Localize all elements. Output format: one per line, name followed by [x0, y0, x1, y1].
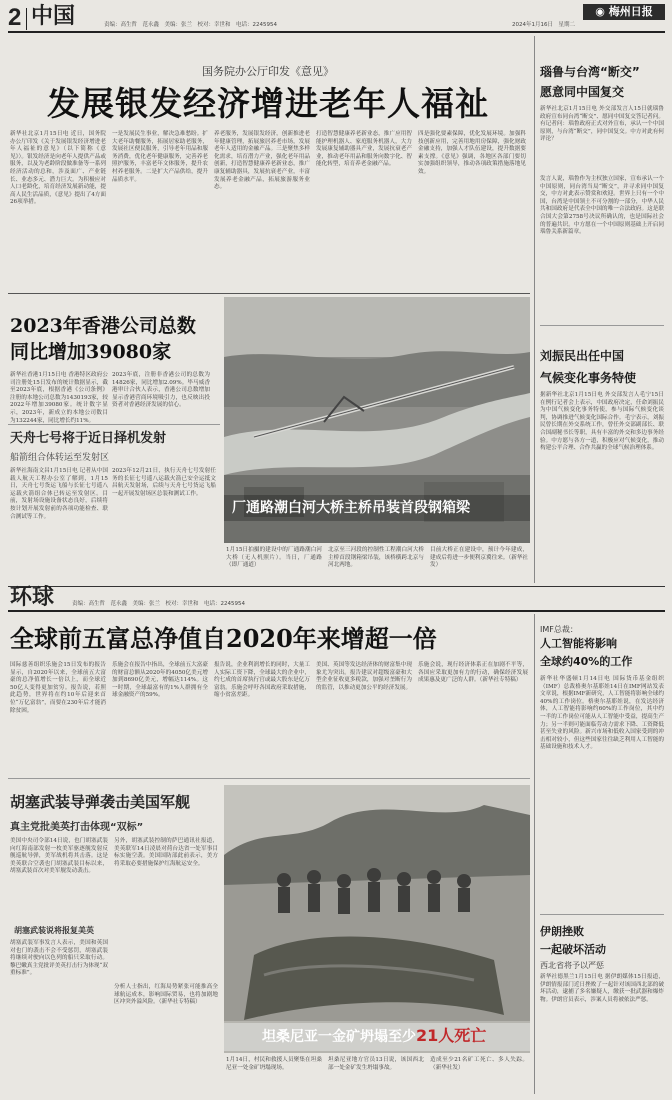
imf-headline-2: 全球约40%的工作: [540, 655, 633, 668]
wealth-col-1: 国际慈善组织乐施会15日发布的报告显示，自2020年以来，全球前五大富豪的总净值增长一倍以上，而全球近50亿人变得更加贫穷。报告说，若照此趋势，世界将在约10年后迎来首位“万亿富翁”，而要在230年后才能消除贫困。: [10, 662, 106, 714]
lead-headline: 发展银发经济增进老年人福祉: [47, 84, 489, 123]
sidebar2-divider: [534, 614, 535, 1094]
imf-headline-1: 人工智能将影响: [540, 637, 617, 650]
page-separator: [8, 586, 665, 587]
issue-date: 2024年1月16日 星期二: [512, 22, 575, 28]
sidebar-climate-body: 据新华社北京1月15日电 外交部发言人毛宁15日在例行记者会上表示，中国政府决定，任命刘振民为中国气候变化事务特使，参与国际气候变化谈判，协调推进气候变化国际合作。毛宁表示，刘振民曾长期在外交系统工作，曾任外交部副部长、联合国副秘书长等职，具有丰富的外交和多边事务经验。中方愿与各方一道，积极应对气候变化，推动构建公平合理、合作共赢的全球气候治理体系。: [540, 392, 664, 452]
section-title-global: 环球: [10, 585, 55, 610]
lead-col-3: 养老服务，发展银发经济，创新推进老年健康管理，拓展旅居养老市场，发展老年人适用的金融产品。三是聚焦多样化需求，培育潜力产业，强化老年用品创新，打造智慧健康养老新业态，推广康复辅助器具，发展抗衰老产业，丰富发展养老金融产品，拓展旅游服务业态。: [214, 131, 310, 191]
mine-caption-number: 21人死亡: [416, 1026, 487, 1045]
sidebar-headline-nauru-1: 瑙鲁与台湾“断交”: [540, 65, 640, 79]
houthi-col-1: 美国中央司令部14日说，也门胡塞武装向红海南部发射一枚美军驱逐舰发射反舰巡航导弹，美军战机将其击落。这是美英联合空袭也门胡塞武装目标以来，胡塞武装首次对美军舰发动袭击。: [10, 838, 108, 875]
newspaper-logo: [583, 4, 665, 20]
mine-text-3: 造成至少21名矿工死亡、多人失踪。（新华社发）: [430, 1057, 528, 1071]
hk-col-2: 2023年底，注册非香港公司的总数为14826家，同比增加2.09%。毕马威香港审计合伙人表示，香港公司总数增加显示香港营商环境吸引力，也反映出投资者对香港经济发展的信心。: [112, 372, 210, 409]
sidebar2-rule: [540, 914, 664, 915]
mine-caption-main: 坦桑尼亚一金矿坍塌至少: [262, 1029, 416, 1045]
lead-col-1: 新华社北京1月15日电 近日，国务院办公厅印发《关于发展银发经济增进老年人福祉的意见》（以下简称《意见》）。银发经济是向老年人提供产品或服务，以及为老龄阶段做准备等一系列经济活动的总和，涉及面广、产业链长、业态多元、潜力巨大。为积极应对人口老龄化，培育经济发展新动能，提高人民生活品质，《意见》提出了4方面26项举措。: [10, 131, 106, 206]
sidebar-headline-climate-1: 刘振民出任中国: [540, 349, 625, 363]
space-headline: 天舟七号将于近日择机发射: [10, 431, 167, 446]
wealth-headline: 全球前五富总净值自2020年来增超一倍: [10, 624, 437, 653]
bridge-text-3: 目前大桥正在建设中，预计今年建成，建成后将进一步便利京冀往来。（新华社发）: [430, 547, 528, 569]
hk-rule: [8, 424, 220, 425]
lead-col-2: 一是发展民生事业，解决急难愁盼。扩大老年助餐服务，拓展居家助老服务，发展社区便民服务，引导老年用品和服务消费，优化老年健康服务，完善养老照护服务，丰富老年文体服务，提升农村养老服务。二是扩大产品供给，提升品质水平。: [112, 131, 208, 183]
houthi-subheadline: 真主党批美英打击体现“双标”: [10, 822, 144, 833]
editor-meta-global: 责编：高生哲 范永鑫 美编：张兰 校对：幸世和 电话：2245954: [72, 601, 245, 607]
global-header-rule: [8, 610, 665, 612]
hk-col-1: 新华社香港1月15日电 香港特区政府公司注册处15日发布的统计数据显示，截至2023年底，根据香港《公司条例》注册的本地公司总数为1430193家，较2022年增加39080家。统计数字显示，2023年，新成立的本地公司数目为132244家，同比增长约11%。: [10, 372, 108, 424]
mine-text-2: 坦桑尼亚地方官员13日说，该国西北部一处金矿发生坍塌事故。: [328, 1057, 424, 1071]
header-divider: [26, 8, 27, 30]
sidebar-headline-climate-2: 气候变化事务特使: [540, 371, 637, 385]
sidebar-divider: [534, 36, 535, 583]
houthi-crosshead: 胡塞武装说将报复美英: [14, 926, 94, 935]
sidebar-nauru-body-1: 新华社北京1月15日电 外交部发言人15日就瑙鲁政府宣布同台湾“断交”、愿同中国复交答记者问。有记者问：瑙鲁政府正式对外宣布，承认一个中国原则，与台湾“断交”，同中国复交。中方对此有何评论？: [540, 106, 664, 143]
mine-text-1: 1月14日，村民和救援人员聚集在坦桑尼亚一处金矿坍塌现场。: [226, 1057, 322, 1071]
mine-photo: [224, 785, 530, 1053]
section-title-china: 中国: [31, 4, 76, 29]
editor-meta: 责编：高生哲 范永鑫 美编：张兰 校对：幸世和 电话：2245954: [104, 22, 277, 28]
wealth-col-3: 报告说，企业利润增长的同时，大量工人实际工资下降，全球最大的企业中，约七成的首席执行官或最大股东是亿万富翁。乐施会呼吁各国政府采取措施，缩小贫富差距。: [214, 662, 310, 699]
iran-body: 新华社德黑兰1月15日电 据伊朗媒体15日报道，伊朗情报部门近日挫败了一起针对该国西北部的破坏活动，逮捕了多名嫌疑人，缴获一批武器和爆炸物。伊朗官员表示，涉案人员将被依法严惩。: [540, 974, 664, 1003]
wealth-col-2: 乐施会在报告中指出，全球前五大富豪的财富总额从2020年的4050亿美元增加到8690亿美元，增幅达114%。这一时期，全球最富有的1%人群拥有全球金融资产的59%。: [112, 662, 208, 699]
lead-col-4: 打造智慧健康养老新业态，推广应用智能护理机器人、家庭服务机器人，大力发展康复辅助器具产业，发展抗衰老产业，推动老年用品和服务向数字化、智能化转型，培育养老金融产品。: [316, 131, 412, 168]
space-subheadline: 船箭组合体转运至发射区: [10, 453, 110, 463]
sidebar-nauru-body-2: 发言人说，瑙鲁作为主权独立国家，宣布承认一个中国原则，同台湾当局“断交”，并寻求同中国复交，中方对此表示赞赏和欢迎。世界上只有一个中国，台湾是中国领土不可分割的一部分，中华人民共和国政府是代表全中国的唯一合法政府。这是联合国大会第2758号决议所确认的，也是国际社会的普遍共识。中方愿在一个中国原则基础上开启同瑙鲁关系新篇章。: [540, 176, 664, 236]
iran-tag: 西北省将予以严惩: [540, 961, 604, 970]
houthi-col-3: 另外，胡塞武装控制的萨巴通讯社报道，美英联军14日凌晨对荷台达省一处军事目标实施空袭。美国国防部此前表示，美方将采取必要措施保护红海航运安全。: [114, 838, 218, 867]
sidebar-headline-nauru-2: 愿意同中国复交: [540, 85, 625, 99]
wealth-col-4: 美国、英国等发达经济体的财富集中现象尤为突出。报告建议对超级富豪和大型企业征收更多税款，加强对垄断行为的监管，以推动更加公平的经济发展。: [316, 662, 412, 691]
imf-tag: IMF总裁：: [540, 625, 578, 634]
bridge-photo-caption: 厂通路潮白河大桥主桥吊装首段钢箱梁: [232, 500, 470, 516]
space-col-1: 新华社海南文昌1月15日电 记者从中国载人航天工程办公室了解到，1月15日，天舟七号货运飞船与长征七号遥八运载火箭组合体已转运至发射区。目前，发射场设施设备状态良好，后续将按计划开展发射前的各项功能检查、联合测试等工作。: [10, 468, 108, 520]
wealth-rule: [8, 778, 530, 779]
houthi-headline: 胡塞武装导弹袭击美国军舰: [10, 793, 191, 811]
hk-headline-2: 同比增加39080家: [10, 341, 172, 363]
lead-kicker: 国务院办公厅印发《意见》: [202, 65, 334, 78]
header-rule: [8, 31, 665, 33]
space-col-2: 2023年12月21日，执行天舟七号发射任务的长征七号遥八运载火箭已安全运抵文昌航天发射场，后续与天舟七号货运飞船一起开展发射场区总装和测试工作。: [112, 468, 216, 497]
iran-headline-1: 伊朗挫败: [540, 925, 584, 938]
houthi-col-4: 分析人士指出，红海局势紧张可能推高全球航运成本，影响国际贸易，也将加剧地区冲突外溢风险。（新华社专特稿）: [114, 984, 218, 1006]
lead-col-5: 四是强化要素保障，优化发展环境。加强科技创新应用，完善用地用房保障，强化财政金融支持，加强人才队伍建设，提升数据要素支撑。《意见》强调，各地区各部门要切实加强组织领导，推动各项政策措施落地见效。: [418, 131, 526, 175]
imf-body: 新华社华盛顿1月14日电 国际货币基金组织（IMF）总裁格奥尔基耶娃14日在IMF网站发表文章说，根据IMF新研究，人工智能将影响全球约40%的工作岗位。格奥尔基耶娃说，在发达经济体，人工智能将影响约60%的工作岗位，其中约一半的工作岗位可能从人工智能中受益，提高生产力；另一半则可能面临劳动力需求下降、工资降低甚至失业的风险。新兴市场和低收入国家受到的冲击相对较小，但这些国家往往缺乏利用人工智能的基础设施和技术人才。: [540, 676, 664, 751]
bridge-photo: [224, 297, 530, 543]
lead-bottom-rule: [8, 293, 530, 294]
wealth-col-5: 乐施会说，现行经济体系正在加剧不平等，各国应采取更加有力的行动，确保经济发展成果惠及更广泛的人群。（新华社专特稿）: [418, 662, 528, 684]
iran-headline-2: 一起破坏活动: [540, 943, 606, 956]
bridge-text-1: 1月15日拍摄的建设中的厂通路潮白河大桥（无人机照片）。当日，厂通路（即厂通道）: [226, 547, 322, 569]
houthi-col-2: 胡塞武装军事发言人表示，美国和英国对也门的袭击不会不受惩罚，胡塞武装将继续对驶向以色列的船只采取行动。黎巴嫩真主党批评美英打击行为体现“双重标准”。: [10, 940, 108, 977]
logo-emblem-icon: ◉: [595, 5, 609, 18]
bridge-text-2: 北京至三河段的控制性工程潮白河大桥主桥首段钢箱梁吊装，该桥横跨北京与河北两地。: [328, 547, 424, 569]
mine-photo-image: [224, 785, 530, 1053]
logo-text: 梅州日报: [608, 5, 653, 18]
sidebar-rule: [540, 325, 664, 326]
mine-photo-caption: [262, 1026, 486, 1047]
page-number: 2: [8, 4, 22, 31]
hk-headline-1: 2023年香港公司总数: [10, 315, 196, 337]
